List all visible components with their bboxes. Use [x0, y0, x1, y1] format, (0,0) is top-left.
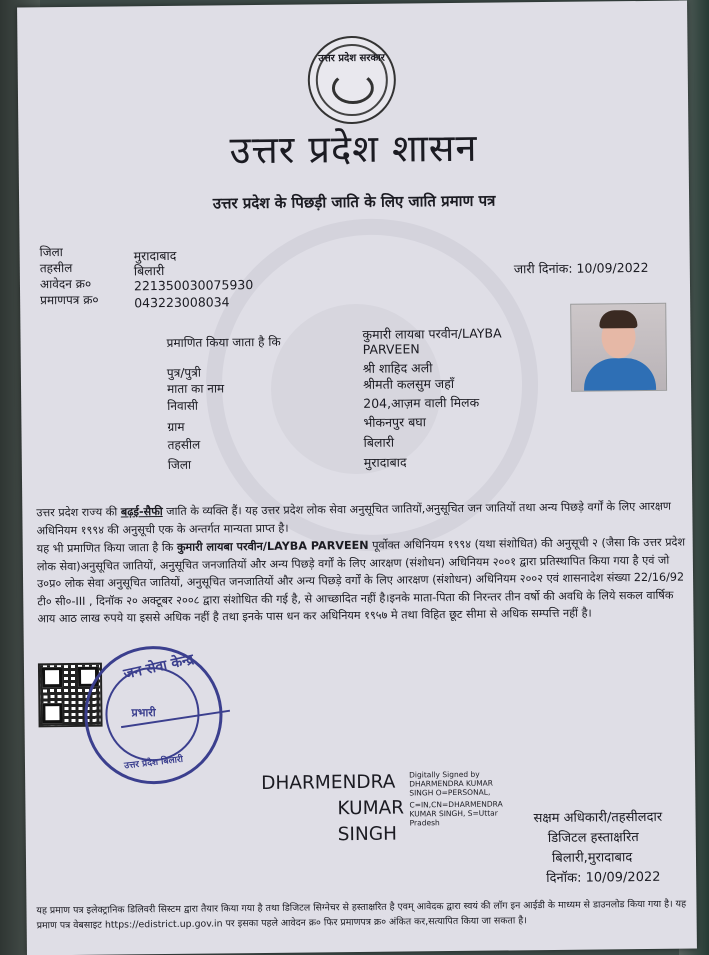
- application-no-label: आवेदन क्र०: [39, 276, 92, 292]
- emblem-text: उत्तर प्रदेश सरकार: [318, 52, 385, 65]
- mother-value: श्रीमती कलसुम जहाँ: [362, 375, 455, 392]
- signer-name-line3: SINGH: [337, 823, 398, 846]
- certificate-paper: [17, 1, 697, 955]
- document-title: उत्तर प्रदेश शासन: [229, 125, 478, 173]
- stamp-top-text: जन सेवा केन्द्र: [122, 651, 196, 683]
- details-tehsil-label: तहसील: [167, 437, 201, 452]
- up-government-emblem: [307, 36, 396, 125]
- stamp-bottom-text: उत्तर प्रदेश बिलारी: [123, 754, 184, 772]
- district-value: मुरादाबाद: [133, 247, 177, 264]
- officer-location: बिलारी,मुरादाबाद: [551, 850, 633, 866]
- village-value: भीकनपुर बघा: [363, 414, 427, 430]
- officer-date: दिनॉक: 10/09/2022: [546, 869, 661, 887]
- application-no-value: 221350030075930: [133, 277, 254, 294]
- father-value: श्री शाहिद अली: [362, 360, 433, 376]
- qr-finder-bottom-left: [42, 703, 62, 723]
- holder-name-line2: PARVEEN: [362, 341, 420, 357]
- holder-name-line1: कुमारी लायबा परवीन/LAYBA: [362, 325, 502, 342]
- digital-signature-details-a: Digitally Signed by DHARMENDRA KUMAR SINGH O=PERSONAL,: [409, 769, 494, 798]
- paragraph-caste-recognition: [36, 498, 686, 540]
- para1-text-b: जाति के व्यक्ति हैं। यह उत्तर प्रदेश लोक सेवा अनुसूचित जातियों,अनुसूचित जन जातियों तथा अन्य पिछड़े वर्गों के लिए आरक्षण अधिनियम १९९४ की अनुसूची एक के अन्तर्गत मान्यता प्राप्त है।: [36, 499, 672, 537]
- stamp-mid-text: प्रभारी: [131, 706, 156, 720]
- certificate-no-label: प्रमाणपत्र क्र०: [40, 292, 99, 308]
- para2-holder-name: कुमारी लायबा परवीन/LAYBA PARVEEN: [176, 538, 369, 554]
- document-subtitle: उत्तर प्रदेश के पिछड़ी जाति के लिए जाति प्रमाण पत्र: [212, 191, 496, 213]
- district-label: जिला: [39, 245, 63, 260]
- father-label: पुत्र/पुत्री: [166, 365, 201, 380]
- resident-value: 204,आज़म वाली मिलक: [363, 394, 480, 411]
- paragraph-certification: [37, 534, 688, 628]
- tehsil-value: बिलारी: [133, 263, 165, 279]
- footer-verification-note: यह प्रमाण पत्र इलेक्ट्रानिक डिलिवरी सिस्टम द्वारा तैयार किया गया है तथा डिजिटल सिग्नेचर से हस्ताक्षरित है एवम् आवेदक द्वारा स्वयं की लॉग इन आईडी के माध्यम से डाउनलोड किया गया है। यह प्रमाण पत्र वेबसाइट https://edistrict.up.gov.in पर इसका पहले आवेदन क्र० फिर प्रमाणपत्र क्र० अंकित कर,सत्यापित किया जा सकता है।: [36, 898, 687, 932]
- mother-label: माता का नाम: [166, 381, 225, 396]
- holder-photo: [570, 303, 667, 392]
- para1-text-a: उत्तर प्रदेश राज्य की: [36, 505, 118, 520]
- digital-signature-details-b: C=IN,CN=DHARMENDRA KUMAR SINGH, S=Uttar Pradesh: [409, 799, 503, 828]
- officer-digitally-signed: डिजिटल हस्ताक्षरित: [547, 830, 639, 847]
- resident-label: निवासी: [167, 398, 199, 413]
- para2-text-b: पूर्वोक्त अधिनियम १९९४ (यथा संशोधित) की अनुसूची २ (जैसा कि उत्तर प्रदेश लोक सेवा)अनुसूचित जातियों, अनुसूचित जनजातियों और अन्य पिछड़े वर्गों के लिए आरक्षण (संशोधन) अधिनियम २००१ द्वारा प्रतिस्थापित किया गया है एवं जो उ०प्र० लोक सेवा अनुसूचित जातियों, अनुसूचित जनजातियों और अन्य पिछड़े वर्गों के लिए आरक्षण (संशोधन) अधिनियम २००२ एवं शासनादेश संख्या 22/16/92 टी० सी०-III , दिनॉक २० अक्टूबर २००८ द्वारा संशोधित की गई है, से आच्छादित नहीं है।इनके माता-पिता की निरन्तर तीन वर्षो की अवधि के लिये सकल वार्षिक आय आठ लाख रुपये या इससे अधिक नहीं है तथा इनके पास धन कर अधिनियम १९५७ मे तथा विहित छूट सीमा से अधिक सम्पत्ति नहीं है।: [36, 535, 686, 626]
- village-label: ग्राम: [167, 419, 185, 434]
- details-district-label: जिला: [167, 457, 192, 472]
- signer-name-line1: DHARMENDRA: [261, 771, 396, 795]
- para2-text-a: यह भी प्रमाणित किया जाता है कि: [36, 540, 174, 556]
- details-tehsil-value: बिलारी: [363, 434, 395, 450]
- details-district-value: मुरादाबाद: [363, 454, 407, 470]
- officer-designation: सक्षम अधिकारी/तहसीलदार: [533, 809, 663, 827]
- tehsil-label: तहसील: [39, 260, 73, 276]
- photo-hair: [599, 310, 637, 328]
- certificate-no-value: 043223008034: [134, 294, 230, 311]
- certify-label: प्रमाणित किया जाता है कि: [166, 334, 281, 350]
- issue-date: जारी दिनांक: 10/09/2022: [513, 259, 649, 277]
- signer-name-line2: KUMAR: [337, 797, 405, 820]
- qr-finder-top-left: [42, 667, 62, 687]
- photo-body: [584, 358, 656, 392]
- caste-name: बढ़ई-सैफी: [120, 505, 163, 519]
